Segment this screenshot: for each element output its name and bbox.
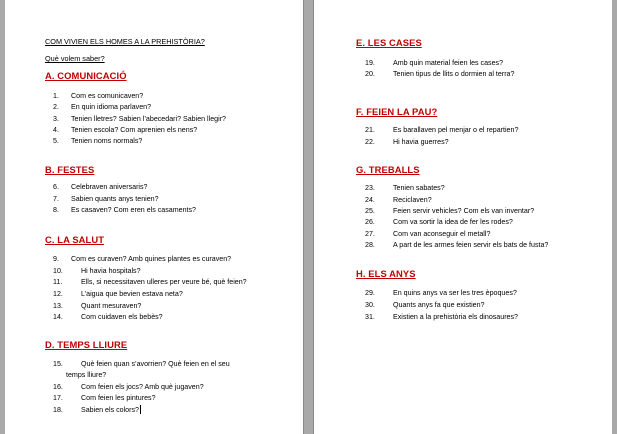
question-item bbox=[365, 138, 449, 146]
section-heading-festes: B. FESTES bbox=[45, 164, 95, 175]
question-item bbox=[365, 59, 503, 67]
question-number: 1. bbox=[53, 92, 59, 100]
question-number: 4. bbox=[53, 126, 59, 134]
text-cursor bbox=[140, 405, 141, 414]
question-item bbox=[53, 137, 142, 145]
question-text: Amb quin material feien les cases? bbox=[393, 59, 504, 67]
question-text: Com es comunicaven? bbox=[71, 92, 144, 100]
section-heading-houses: E. LES CASES bbox=[356, 37, 422, 48]
question-number: 14. bbox=[53, 313, 63, 321]
section-heading-free-time: D. TEMPS LLIURE bbox=[45, 339, 128, 350]
question-text: Quant mesuraven? bbox=[81, 302, 142, 310]
question-number: 7. bbox=[53, 195, 59, 203]
question-number: 5. bbox=[53, 137, 59, 145]
question-text: Es casaven? Com eren els casaments? bbox=[71, 206, 196, 214]
question-item bbox=[53, 255, 231, 263]
question-item bbox=[53, 290, 183, 298]
question-item bbox=[53, 405, 141, 414]
question-item bbox=[365, 241, 548, 249]
question-text: Hi havia guerres? bbox=[393, 138, 449, 146]
question-number: 27. bbox=[365, 230, 375, 238]
question-number: 31. bbox=[365, 313, 375, 321]
question-text: Tenien lletres? Sabien l’abecedari? Sabien llegir? bbox=[71, 115, 226, 123]
question-item bbox=[365, 289, 517, 297]
question-text: Com feien els jocs? Amb què jugaven? bbox=[81, 383, 204, 391]
question-number: 8. bbox=[53, 206, 59, 214]
question-text: Quants anys fa que existien? bbox=[393, 301, 485, 309]
question-number: 29. bbox=[365, 289, 375, 297]
question-text: Com va sortir la idea de fer les rodes? bbox=[393, 218, 513, 226]
question-item bbox=[365, 207, 534, 215]
question-item bbox=[53, 302, 141, 310]
question-item bbox=[365, 218, 513, 226]
question-text: Com cuidaven els bebès? bbox=[81, 313, 163, 321]
question-number: 2. bbox=[53, 103, 59, 111]
question-item bbox=[53, 383, 204, 391]
section-heading-years: H. ELS ANYS bbox=[356, 268, 416, 279]
question-text: Tenien tipus de llits o dormien al terra? bbox=[393, 70, 515, 78]
question-number: 9. bbox=[53, 255, 59, 263]
question-text: Es barallaven pel menjar o el repartien? bbox=[393, 126, 519, 134]
section-heading-communication: A. COMUNICACIÓ bbox=[45, 70, 127, 81]
question-text: Tenien noms normals? bbox=[71, 137, 143, 145]
question-text: Ells, si necessitaven ulleres per veure bé, què feien? bbox=[81, 278, 247, 286]
question-item bbox=[365, 301, 485, 309]
question-number: 30. bbox=[365, 301, 375, 309]
question-item bbox=[365, 184, 445, 192]
question-item bbox=[365, 126, 518, 134]
question-number: 10. bbox=[53, 267, 63, 275]
question-item bbox=[53, 126, 197, 134]
question-number: 16. bbox=[53, 383, 63, 391]
question-text: Què feien quan s’avorrien? Què feien en el seu bbox=[81, 360, 230, 368]
question-continuation: temps lliure? bbox=[66, 371, 107, 379]
document-subtitle: Què volem saber? bbox=[45, 54, 105, 63]
question-text: L’aigua que bevien estava neta? bbox=[81, 290, 183, 298]
question-number: 17. bbox=[53, 394, 63, 402]
question-number: 13. bbox=[53, 302, 63, 310]
question-text: Com es curaven? Amb quines plantes es curaven? bbox=[71, 255, 232, 263]
section-heading-jobs: G. TREBALLS bbox=[356, 164, 420, 175]
question-item bbox=[53, 313, 163, 321]
question-number: 15. bbox=[53, 360, 63, 368]
question-item bbox=[365, 230, 490, 238]
question-item bbox=[53, 115, 226, 123]
document-page-left bbox=[5, 0, 304, 434]
question-item bbox=[53, 195, 159, 203]
question-text: Existien a la prehistòria els dinosaures? bbox=[393, 313, 518, 321]
question-item bbox=[53, 360, 230, 368]
question-number: 6. bbox=[53, 183, 59, 191]
question-item bbox=[53, 92, 143, 100]
question-item bbox=[53, 103, 151, 111]
question-item bbox=[53, 183, 148, 191]
question-number: 3. bbox=[53, 115, 59, 123]
question-item bbox=[365, 70, 514, 78]
question-text: A part de les armes feien servir els bats de fusta? bbox=[393, 241, 549, 249]
question-text: Com feien les pintures? bbox=[81, 394, 156, 402]
question-text: En quins anys va ser les tres èpoques? bbox=[393, 289, 517, 297]
question-number: 11. bbox=[53, 278, 63, 286]
question-number: 28. bbox=[365, 241, 375, 249]
question-item bbox=[53, 267, 141, 275]
question-item bbox=[53, 394, 156, 402]
question-text: Reciclaven? bbox=[393, 196, 432, 204]
question-number: 23. bbox=[365, 184, 375, 192]
question-text: Feien servir vehicles? Com els van inventar? bbox=[393, 207, 535, 215]
question-text: Tenien sabates? bbox=[393, 184, 445, 192]
question-text: Sabien quants anys tenien? bbox=[71, 195, 159, 203]
question-text: Tenien escola? Com aprenien els nens? bbox=[71, 126, 198, 134]
question-text: Celebraven aniversaris? bbox=[71, 183, 148, 191]
question-number: 24. bbox=[365, 196, 375, 204]
question-item bbox=[53, 206, 196, 214]
question-number: 21. bbox=[365, 126, 375, 134]
question-number: 22. bbox=[365, 138, 375, 146]
question-number: 19. bbox=[365, 59, 375, 67]
question-number: 26. bbox=[365, 218, 375, 226]
question-item bbox=[53, 278, 247, 286]
question-text: Hi havia hospitals? bbox=[81, 267, 141, 275]
question-item bbox=[365, 313, 518, 321]
question-item bbox=[365, 196, 432, 204]
question-text: Com van aconseguir el metall? bbox=[393, 230, 491, 238]
document-title: COM VIVIEN ELS HOMES A LA PREHISTÒRIA? bbox=[45, 37, 205, 46]
question-number: 12. bbox=[53, 290, 63, 298]
question-number: 25. bbox=[365, 207, 375, 215]
section-heading-peace: F. FEIEN LA PAU? bbox=[356, 106, 438, 117]
section-heading-health: C. LA SALUT bbox=[45, 234, 105, 245]
question-text: En quin idioma parlaven? bbox=[71, 103, 152, 111]
question-number: 20. bbox=[365, 70, 375, 78]
question-text: Sabien els colors? bbox=[81, 406, 139, 414]
document-page-right bbox=[313, 0, 612, 434]
question-number: 18. bbox=[53, 406, 63, 414]
